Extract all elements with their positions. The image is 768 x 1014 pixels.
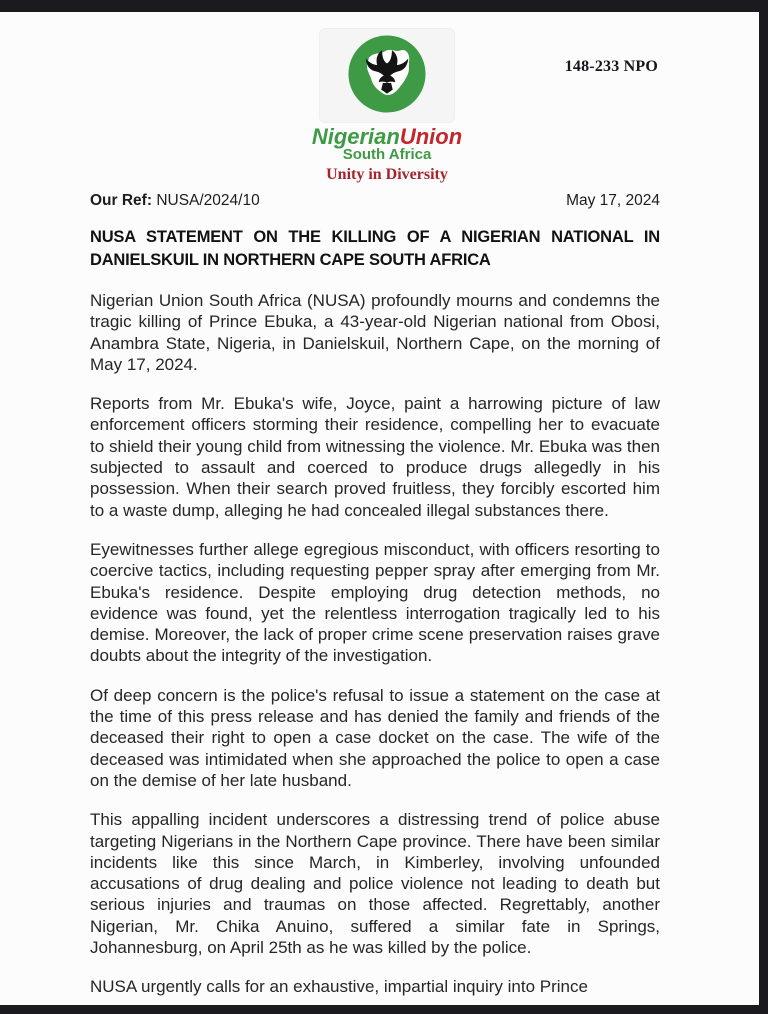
paragraph-2: Reports from Mr. Ebuka's wife, Joyce, paint a harrowing picture of law enforcement officers storming their residence, compelling her to evacuate to shield their young child from witnessing the violence. Mr. Ebuka was then subjected to assault and coerced to produce drugs allegedly in his possession. When their search proved fruitless, they forcibly escorted him to a waste dump, alleging he had concealed illegal substances there.	[90, 394, 660, 520]
logo-emblem-box	[319, 28, 455, 123]
nusa-logo	[277, 28, 497, 184]
letter-content	[90, 12, 660, 998]
reference-number	[90, 192, 260, 210]
paragraph-5: This appalling incident underscores a distressing trend of police abuse targeting Nigerians in the Northern Cape province. There have been similar incidents like this since March, in Kimberley, involving unfounded accusations of drug dealing and police violence not leading to death but serious injuries and traumas on those affected. Regrettably, another Nigerian, Mr. Chika Anuino, suffered a similar fate in Springs, Johannesburg, on April 25th as he was killed by the police.	[90, 810, 660, 958]
logo-subtitle: South Africa	[342, 146, 432, 163]
paragraph-6-truncated: NUSA urgently calls for an exhaustive, impartial inquiry into Prince	[90, 977, 588, 997]
top-letterbox-bar	[0, 0, 768, 12]
logo-motto: Unity in Diversity	[326, 166, 448, 183]
reference-label: Our Ref:	[90, 192, 152, 209]
paragraph-4: Of deep concern is the police's refusal to issue a statement on the case at the time of this press release and has denied the family and friends of the deceased their right to open a case docket on the case. The wife of the deceased was intimidated when she approached the police to open a case on the demise of her late husband.	[90, 685, 660, 790]
letter-date: May 17, 2024	[566, 192, 660, 209]
nusa-logo-icon	[346, 33, 428, 115]
logo-wordmark-nigerian: Nigerian	[311, 124, 400, 149]
statement-title: NUSA STATEMENT ON THE KILLING OF A NIGERIAN NATIONAL IN DANIELSKUIL IN NORTHERN CAPE SOUTH AFRICA	[90, 228, 660, 269]
reference-row	[90, 192, 660, 210]
right-letterbox-bar	[759, 0, 768, 1014]
reference-value: NUSA/2024/10	[156, 192, 260, 209]
npo-registration-number: 148-233 NPO	[564, 58, 658, 75]
bottom-letterbox-bar	[0, 1005, 768, 1014]
logo-wordmark-union: Union	[399, 124, 463, 149]
paragraph-3: Eyewitnesses further allege egregious misconduct, with officers resorting to coercive tactics, including requesting pepper spray after emerging from Mr. Ebuka's residence. Despite employing drug detection methods, no evidence was found, yet the relentless interrogation tragically led to his demise. Moreover, the lack of proper crime scene preservation raises grave doubts about the integrity of the investigation.	[90, 539, 660, 666]
paragraph-1: Nigerian Union South Africa (NUSA) profoundly mourns and condemns the tragic killing of Prince Ebuka, a 43-year-old Nigerian national from Obosi, Anambra State, Nigeria, in Danielskuil, Northern Cape, on the morning of May 17, 2024.	[90, 291, 660, 374]
